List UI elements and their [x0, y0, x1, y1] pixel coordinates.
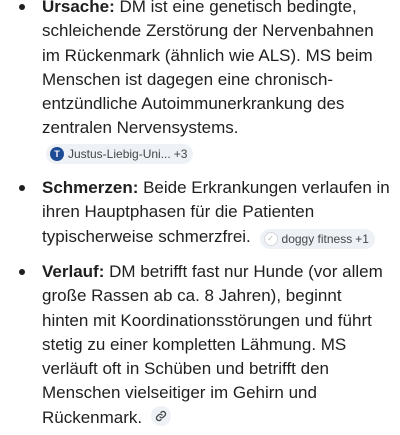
doggy-fitness-logo-icon: ✓ — [264, 232, 278, 246]
bullet-text: DM ist eine genetisch bedingte, schleichende Zerstörung der Nervenbahnen im Rückenmark (ähnlich wie ALS). MS beim Menschen ist dagegen eine chronisch-entzündliche Autoimmunerkrankung des zentralen Nervensystems. — [42, 0, 374, 138]
source-chip-name: Justus-Liebig-Uni... — [68, 146, 171, 161]
bullet-dot — [19, 4, 25, 10]
list-item-verlauf — [10, 260, 390, 430]
bullet-list — [10, 0, 390, 430]
bullet-dot — [19, 269, 25, 275]
list-item-schmerzen — [10, 176, 390, 249]
source-chip-more: +1 — [355, 231, 369, 246]
bullet-label: Schmerzen: — [42, 178, 139, 198]
bullet-label: Verlauf: — [42, 261, 105, 281]
source-chip-more: +3 — [173, 146, 188, 161]
bullet-label: Ursache: — [42, 0, 115, 16]
bullet-text: DM betrifft fast nur Hunde (vor allem große Rassen ab ca. 8 Jahren), beginnt hinten mit Koordinationsstörungen und führt stetig zu einer kompletten Lähmung. MS verläuft oft in Schüben und betrifft den Menschen vielseitiger im Gehirn und Rückenmark. — [42, 261, 383, 427]
source-link-button[interactable] — [151, 406, 171, 426]
source-chip-name: doggy fitness — [281, 231, 353, 246]
bullet-text: Beide Erkrankungen verlaufen in ihren Hauptphasen für die Patienten typischerweise schmerzfrei. — [42, 178, 390, 246]
source-chip-justus-liebig[interactable] — [46, 144, 193, 164]
source-chip-doggy-fitness[interactable] — [260, 229, 375, 249]
list-item-ursache — [10, 0, 390, 165]
justus-liebig-logo-icon: T — [50, 147, 64, 161]
bullet-dot — [19, 185, 25, 191]
link-icon — [155, 410, 167, 422]
